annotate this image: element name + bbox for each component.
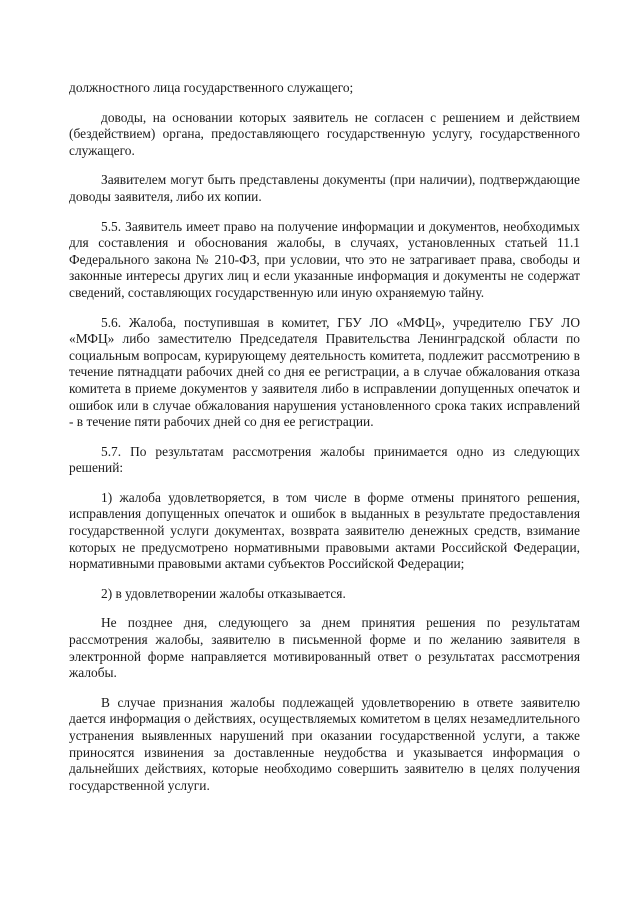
paragraph-official-continuation: должностного лица государственного служащего;: [69, 80, 354, 95]
paragraph-supporting-documents: Заявителем могут быть представлены документы (при наличии), подтверждающие доводы заявителя, либо их копии.: [69, 172, 580, 204]
paragraph-response-deadline: Не позднее дня, следующего за днем принятия решения по результатам рассмотрения жалобы, заявителю в письменной форме и по желанию заявителя в электронной форме направляется мотивированный ответ о результатах рассмотрения жалобы.: [69, 615, 580, 681]
paragraph-satisfaction-info: В случае признания жалобы подлежащей удовлетворению в ответе заявителю дается информация о действиях, осуществляемых комитетом в целях незамедлительного устранения выявленных нарушений при оказании государственной услуги, а также приносятся извинения за доставленные неудобства и указывается информация о дальнейших действиях, которые необходимо совершить заявителю в целях получения государственной услуги.: [69, 694, 580, 793]
paragraph-decision-1: 1) жалоба удовлетворяется, в том числе в форме отмены принятого решения, исправления допущенных опечаток и ошибок в выданных в результате предоставления государственной услуги документах, возврата заявителю денежных средств, взимание которых не предусмотрено нормативными правовыми актами Российской Федерации, нормативными правовыми актами субъектов Российской Федерации;: [69, 489, 580, 572]
paragraph-5-7: 5.7. По результатам рассмотрения жалобы принимается одно из следующих решений:: [69, 443, 580, 476]
document-page: [69, 80, 580, 807]
paragraph-decision-2: 2) в удовлетворении жалобы отказывается.: [101, 585, 346, 601]
paragraph-arguments: доводы, на основании которых заявитель не согласен с решением и действием (бездействием) органа, предоставляющего государственную услугу, государственного служащего.: [69, 109, 580, 158]
paragraph-5-6: 5.6. Жалоба, поступившая в комитет, ГБУ ЛО «МФЦ», учредителю ГБУ ЛО «МФЦ» либо заместителю Председателя Правительства Ленинградской области по социальным вопросам, курирующему деятельность комитета, подлежит рассмотрению в течение пятнадцати рабочих дней со дня ее регистрации, а в случае обжалования отказа комитета в приеме документов у заявителя либо в исправлении допущенных опечаток и ошибок или в случае обжалования нарушения установленного срока таких исправлений - в течение пяти рабочих дней со дня ее регистрации.: [69, 314, 580, 430]
paragraph-5-5: 5.5. Заявитель имеет право на получение информации и документов, необходимых для составления и обоснования жалобы, в случаях, установленных статьей 11.1 Федерального закона № 210-ФЗ, при условии, что это не затрагивает права, свободы и законные интересы других лиц и если указанные информация и документы не содержат сведений, составляющих государственную или иную охраняемую тайну.: [69, 218, 580, 300]
